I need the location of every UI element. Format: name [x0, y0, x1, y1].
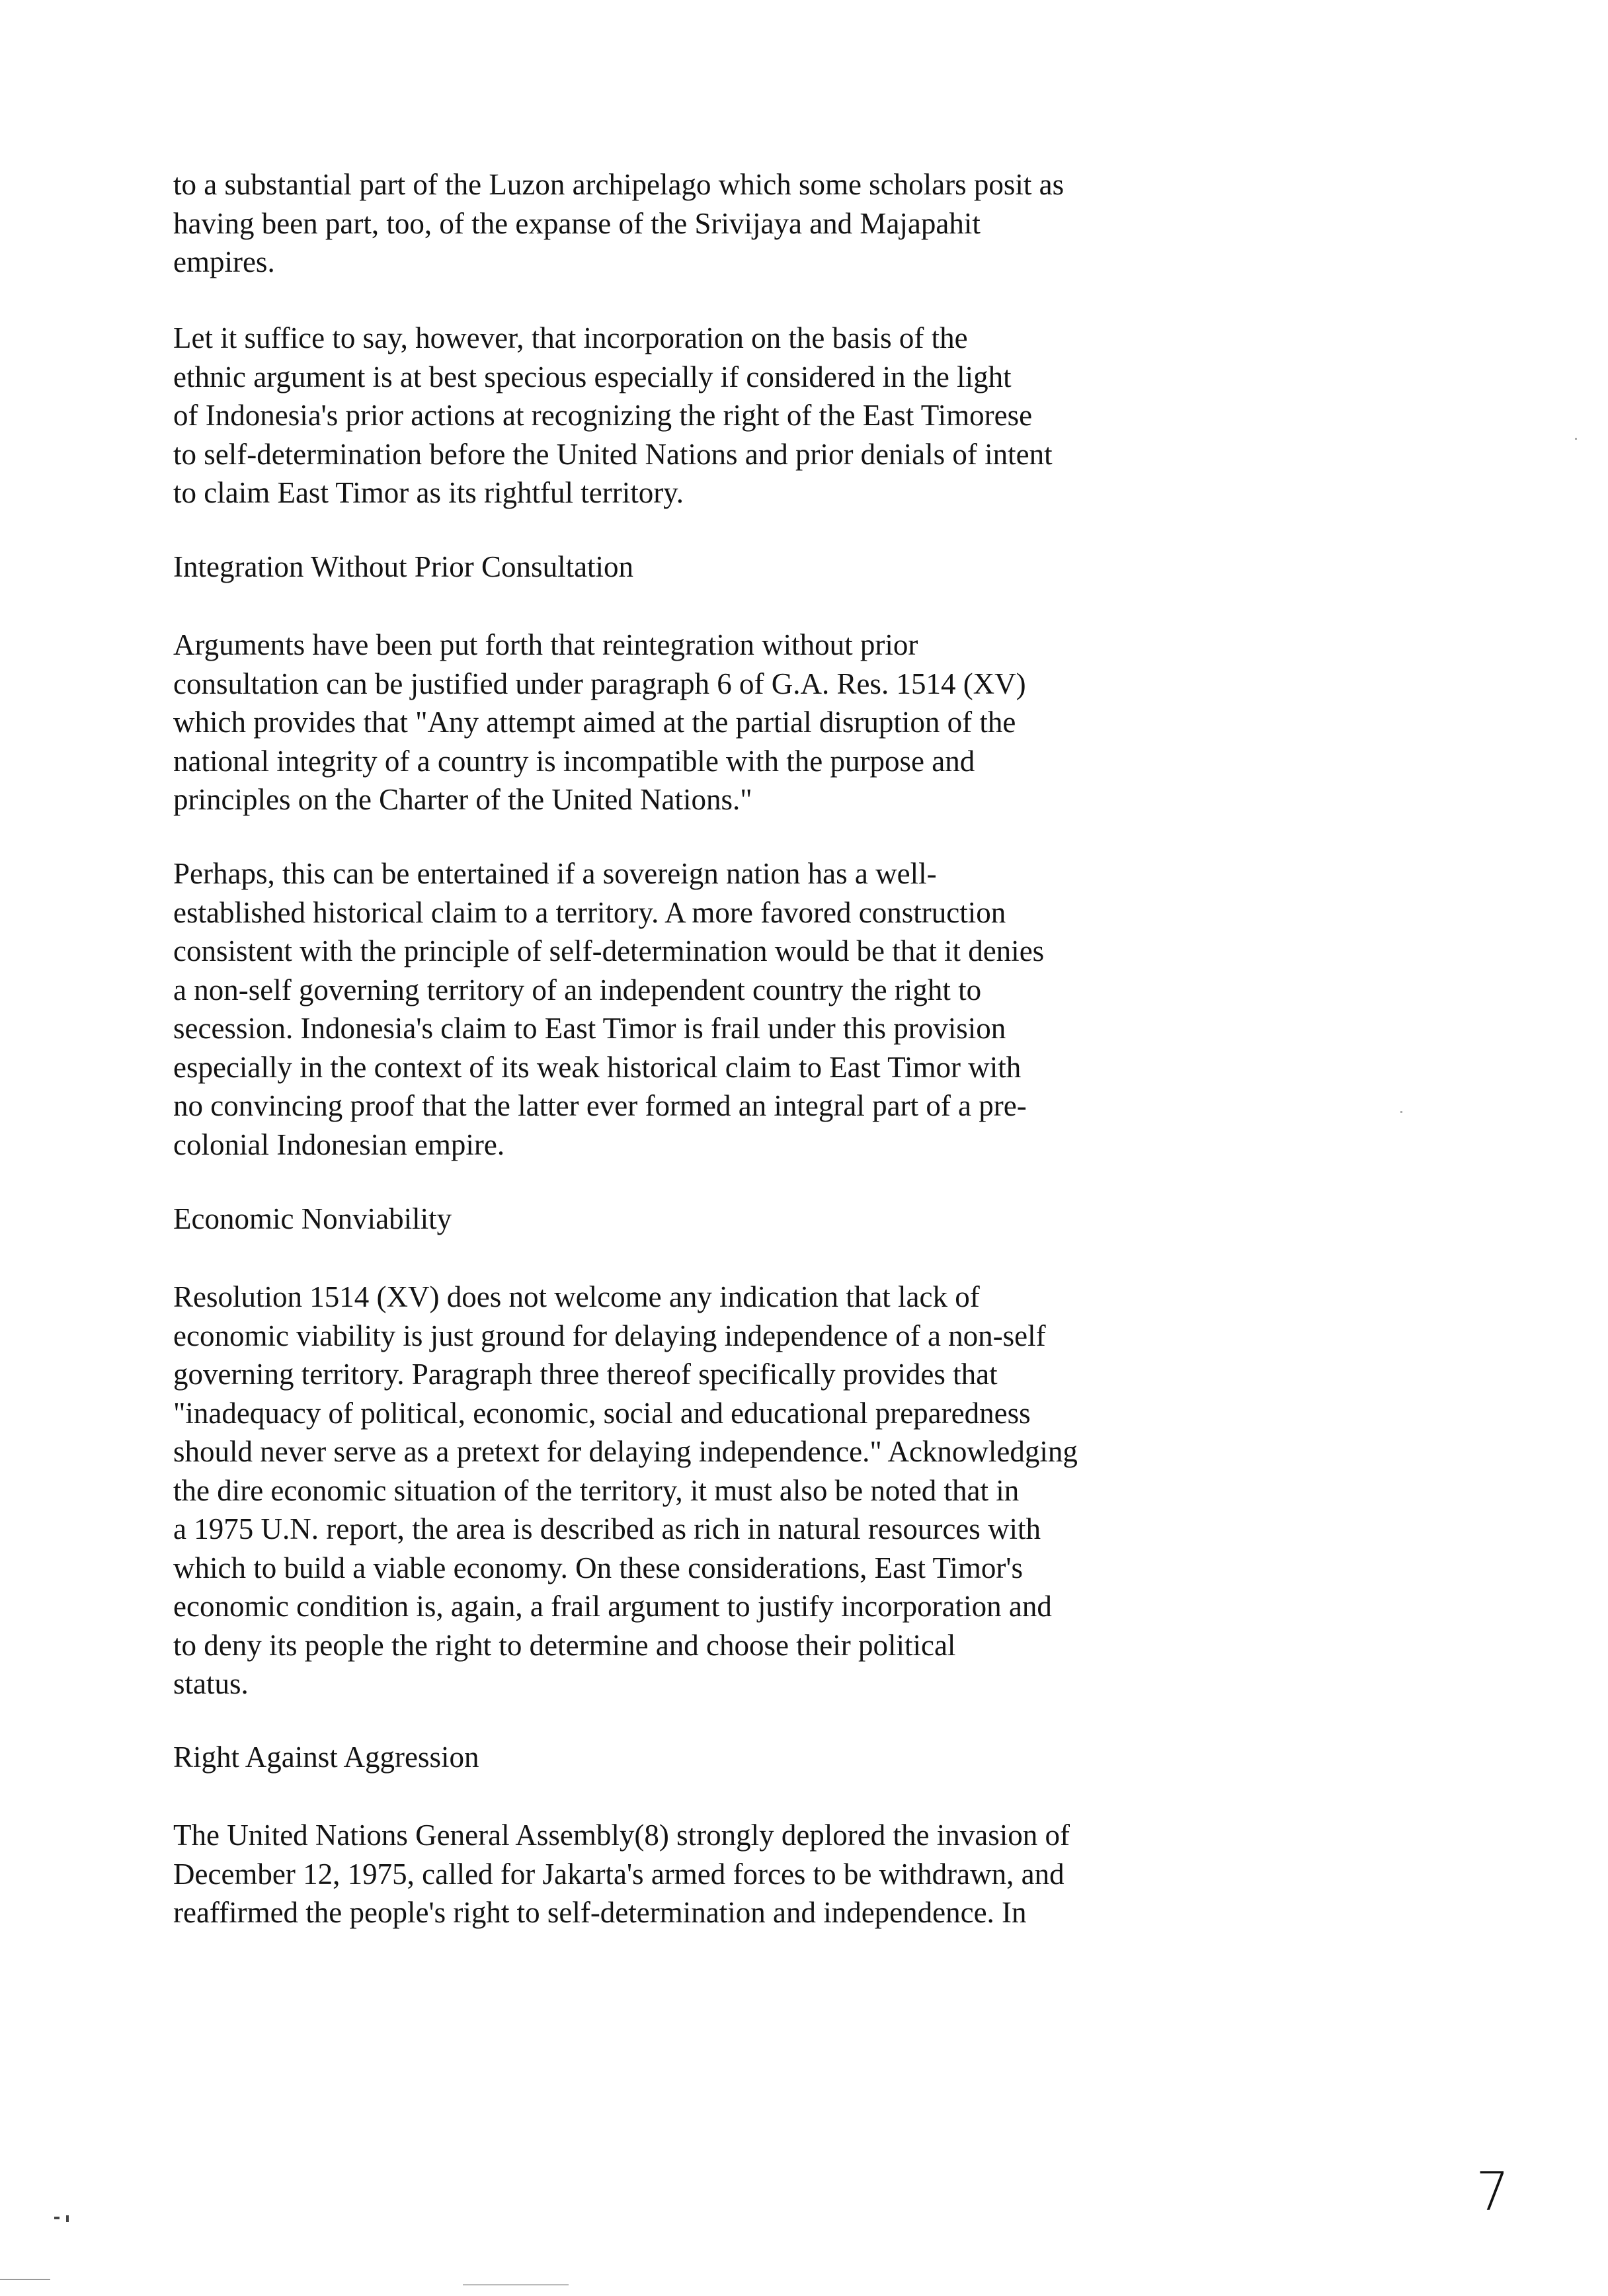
- page-number: 7: [1476, 2161, 1509, 2223]
- text-line: to a substantial part of the Luzon archipelago which some scholars posit as: [173, 168, 1065, 201]
- text-line: colonial Indonesian empire.: [173, 1128, 505, 1161]
- text-line: principles on the Charter of the United Nations.": [173, 783, 752, 816]
- text-line: a 1975 U.N. report, the area is described as rich in natural resources with: [173, 1512, 1041, 1545]
- text-line: especially in the context of its weak historical claim to East Timor with: [173, 1050, 1022, 1084]
- paragraph-luzon: [173, 165, 1218, 282]
- scan-line: [463, 2284, 569, 2285]
- scan-speck: [54, 2217, 60, 2219]
- paragraph-general-assembly: [173, 1816, 1218, 1932]
- section-heading: Economic Nonviability: [173, 1202, 452, 1235]
- scan-speck: [1575, 438, 1577, 440]
- text-line: consistent with the principle of self-determination would be that it denies: [173, 934, 1045, 967]
- scan-line: [0, 2279, 50, 2280]
- text-line: no convincing proof that the latter ever formed an integral part of a pre-: [173, 1089, 1027, 1122]
- text-line: should never serve as a pretext for delaying independence." Acknowledging: [173, 1435, 1078, 1468]
- text-line: to deny its people the right to determine and choose their political: [173, 1628, 956, 1662]
- text-line: consultation can be justified under paragraph 6 of G.A. Res. 1514 (XV): [173, 667, 1026, 700]
- text-line: governing territory. Paragraph three thereof specifically provides that: [173, 1358, 998, 1391]
- text-line: which to build a viable economy. On these considerations, East Timor's: [173, 1551, 1024, 1584]
- text-line: established historical claim to a territory. A more favored construction: [173, 895, 1006, 929]
- scan-speck: [1400, 1111, 1402, 1113]
- section-heading-aggression: [173, 1738, 1218, 1777]
- text-line: Resolution 1514 (XV) does not welcome any indication that lack of: [173, 1280, 980, 1313]
- text-line: national integrity of a country is incompatible with the purpose and: [173, 744, 975, 778]
- text-line: December 12, 1975, called for Jakarta's armed forces to be withdrawn, and: [173, 1857, 1065, 1891]
- text-line: economic viability is just ground for delaying independence of a non-self: [173, 1319, 1046, 1352]
- text-line: economic condition is, again, a frail argument to justify incorporation and: [173, 1590, 1052, 1623]
- text-line: having been part, too, of the expanse of the Srivijaya and Majapahit: [173, 206, 981, 240]
- paragraph-historical-claim: [173, 854, 1218, 1164]
- section-heading: Right Against Aggression: [173, 1741, 479, 1774]
- text-line: Arguments have been put forth that reintegration without prior: [173, 628, 918, 661]
- text-line: ethnic argument is at best specious especially if considered in the light: [173, 360, 1012, 393]
- section-heading: Integration Without Prior Consultation: [173, 550, 634, 583]
- text-line: to claim East Timor as its rightful territory.: [173, 476, 684, 509]
- scan-speck: [66, 2215, 69, 2222]
- paragraph-ethnic-argument: [173, 319, 1218, 512]
- paragraph-economic-viability: [173, 1278, 1218, 1703]
- text-line: Perhaps, this can be entertained if a sovereign nation has a well-: [173, 857, 937, 890]
- text-line: secession. Indonesia's claim to East Timor is frail under this provision: [173, 1012, 1006, 1045]
- text-line: status.: [173, 1667, 249, 1700]
- text-line: the dire economic situation of the territory, it must also be noted that in: [173, 1473, 1020, 1507]
- text-line: "inadequacy of political, economic, social and educational preparedness: [173, 1396, 1031, 1430]
- text-line: a non-self governing territory of an independent country the right to: [173, 973, 982, 1006]
- section-heading-economic: [173, 1200, 1218, 1239]
- text-line: reaffirmed the people's right to self-determination and independence. In: [173, 1896, 1027, 1929]
- text-line: Let it suffice to say, however, that incorporation on the basis of the: [173, 321, 968, 354]
- text-line: to self-determination before the United Nations and prior denials of intent: [173, 437, 1053, 471]
- text-line: empires.: [173, 245, 275, 278]
- text-line: of Indonesia's prior actions at recognizing the right of the East Timorese: [173, 399, 1033, 432]
- text-line: which provides that "Any attempt aimed at the partial disruption of the: [173, 706, 1016, 739]
- text-line: The United Nations General Assembly(8) strongly deplored the invasion of: [173, 1819, 1070, 1852]
- paragraph-reintegration: [173, 626, 1218, 819]
- section-heading-integration: [173, 548, 1218, 587]
